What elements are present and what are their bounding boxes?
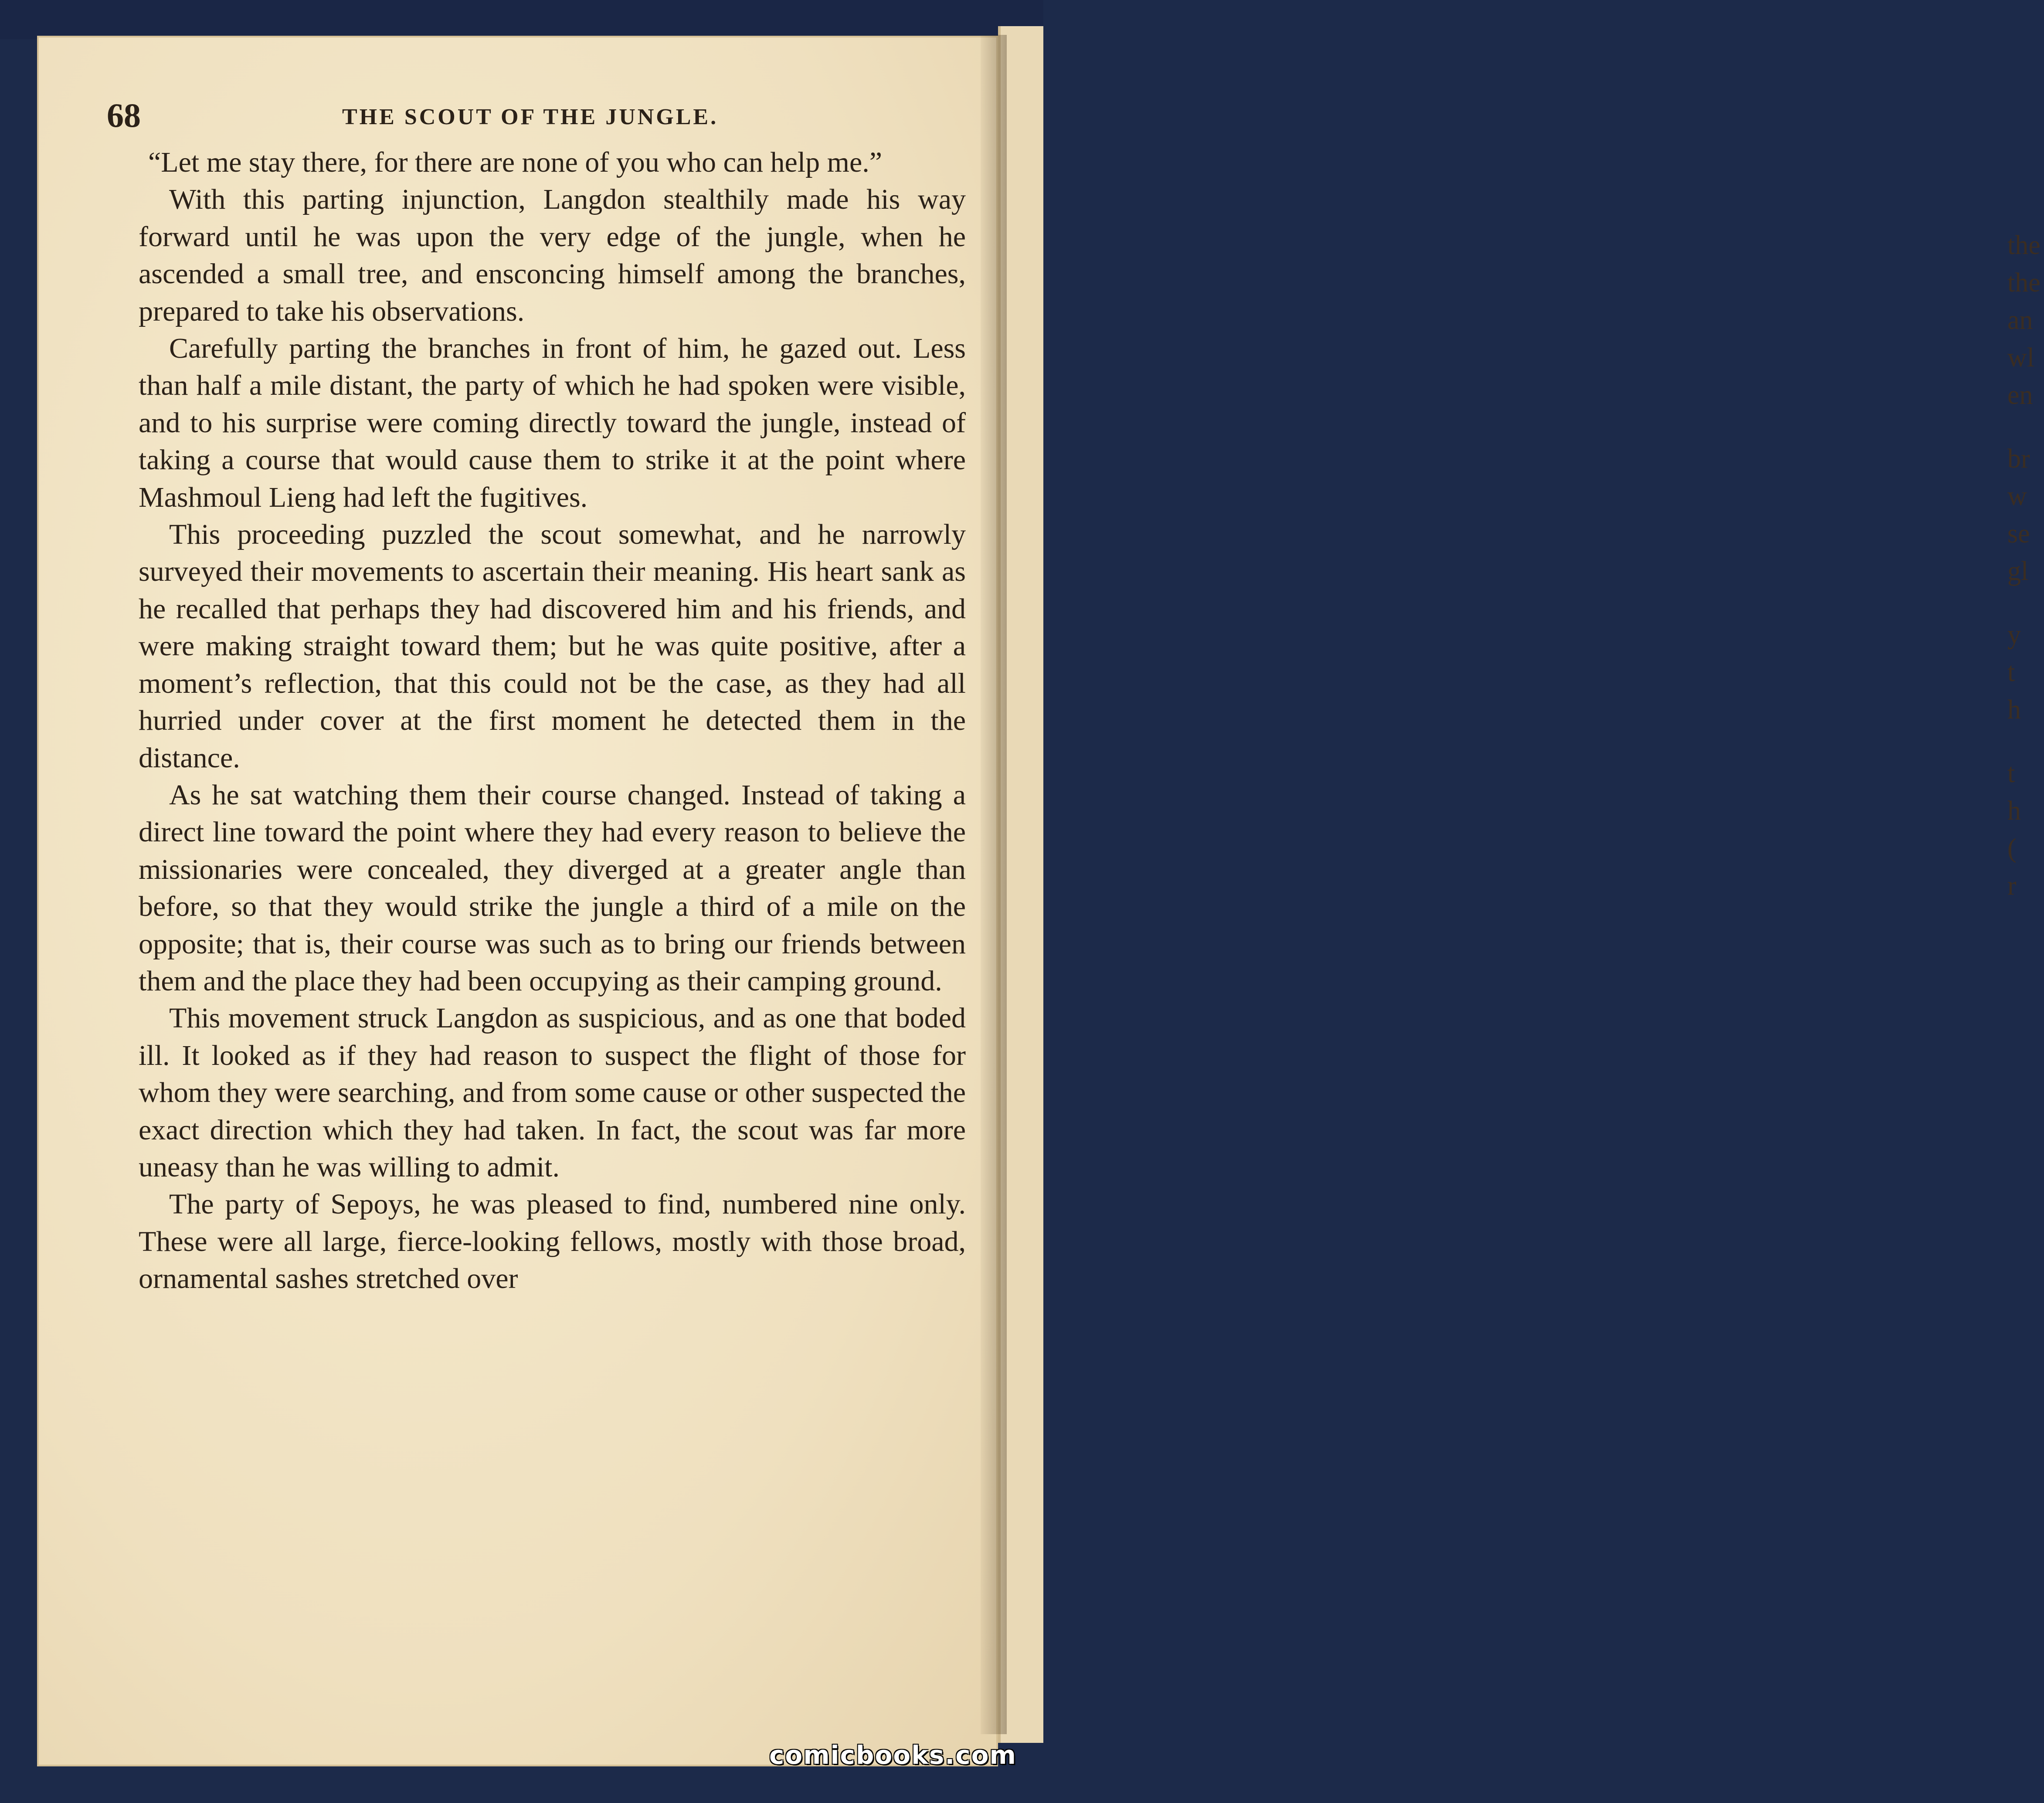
backdrop bbox=[0, 0, 1043, 39]
facing-page-fragment: wl bbox=[2007, 343, 2034, 373]
gutter-shadow bbox=[981, 35, 1007, 1734]
facing-page-fragment: y bbox=[2007, 620, 2021, 650]
facing-page-fragment: w bbox=[2007, 481, 2027, 511]
facing-page-fragment: ( bbox=[2007, 834, 2017, 863]
paragraph: This proceeding puzzled the scout somewhat, and he narrowly surveyed their movements to ascertain their meaning. His heart sank as he recalled that perhaps they had discovered him and his friends, and were making straight toward them; but he was quite positive, after a moment’s reflection, that this could not be the case, as they had all hurried under cover at the first moment he detected them in the distance. bbox=[139, 519, 966, 774]
facing-page-text bbox=[2007, 227, 2044, 905]
paragraph: “Let me stay there, for there are none of you who can help me.” bbox=[148, 146, 883, 178]
facing-page-fragment: h bbox=[2007, 796, 2021, 826]
page-number: 68 bbox=[107, 96, 141, 134]
facing-page-fragment: r bbox=[2007, 871, 2017, 901]
paragraph: The party of Sepoys, he was pleased to find, numbered nine only. These were all large, fierce-looking fellows, mostly with those broad, ornamental sashes stretched over bbox=[139, 1188, 966, 1295]
paragraph: Carefully parting the branches in front of him, he gazed out. Less than half a mile distant, the party of which he had spoken were visible, and to his surprise were coming directly toward the jungle, instead of taking a course that would cause them to strike it at the point where Mashmoul Lieng had left the fugitives. bbox=[139, 332, 966, 513]
facing-page-fragment: the bbox=[2007, 268, 2041, 298]
facing-page-fragment: br bbox=[2007, 444, 2030, 474]
paragraph: With this parting injunction, Langdon stealthily made his way forward until he was upon the very edge of the jungle, when he ascended a small tree, and ensconcing himself among the branches, prepared to take his observations. bbox=[139, 183, 966, 327]
facing-page-fragment: an bbox=[2007, 305, 2033, 335]
watermark: comicbooks.com bbox=[769, 1740, 1017, 1770]
paragraph: As he sat watching them their course changed. Instead of taking a direct line toward the point where they had every reason to believe the missionaries were concealed, they diverged at a greater angle than before, so that they would strike the jungle a third of a mile on the opposite; that is, their course was such as to bring our friends between them and the place they had been occupying as their camping ground. bbox=[139, 779, 966, 997]
page-header bbox=[107, 94, 970, 137]
facing-page-fragment: en bbox=[2007, 380, 2033, 410]
facing-page-fragment: se bbox=[2007, 519, 2030, 549]
facing-page-fragment: h bbox=[2007, 695, 2021, 725]
facing-page-fragment: t bbox=[2007, 759, 2015, 788]
paragraph: This movement struck Langdon as suspicious, and as one that boded ill. It looked as if they had reason to suspect the flight of those for whom they were searching, and from some cause or other suspected the exact direction which they had taken. In fact, the scout was far more uneasy than he was willing to admit. bbox=[139, 1002, 966, 1183]
facing-page-fragment: the bbox=[2007, 230, 2041, 260]
facing-page-fragment: gl bbox=[2007, 556, 2029, 586]
running-head: THE SCOUT OF THE JUNGLE. bbox=[342, 105, 719, 129]
facing-page-fragment: t bbox=[2007, 657, 2015, 687]
body-text bbox=[139, 144, 966, 1298]
